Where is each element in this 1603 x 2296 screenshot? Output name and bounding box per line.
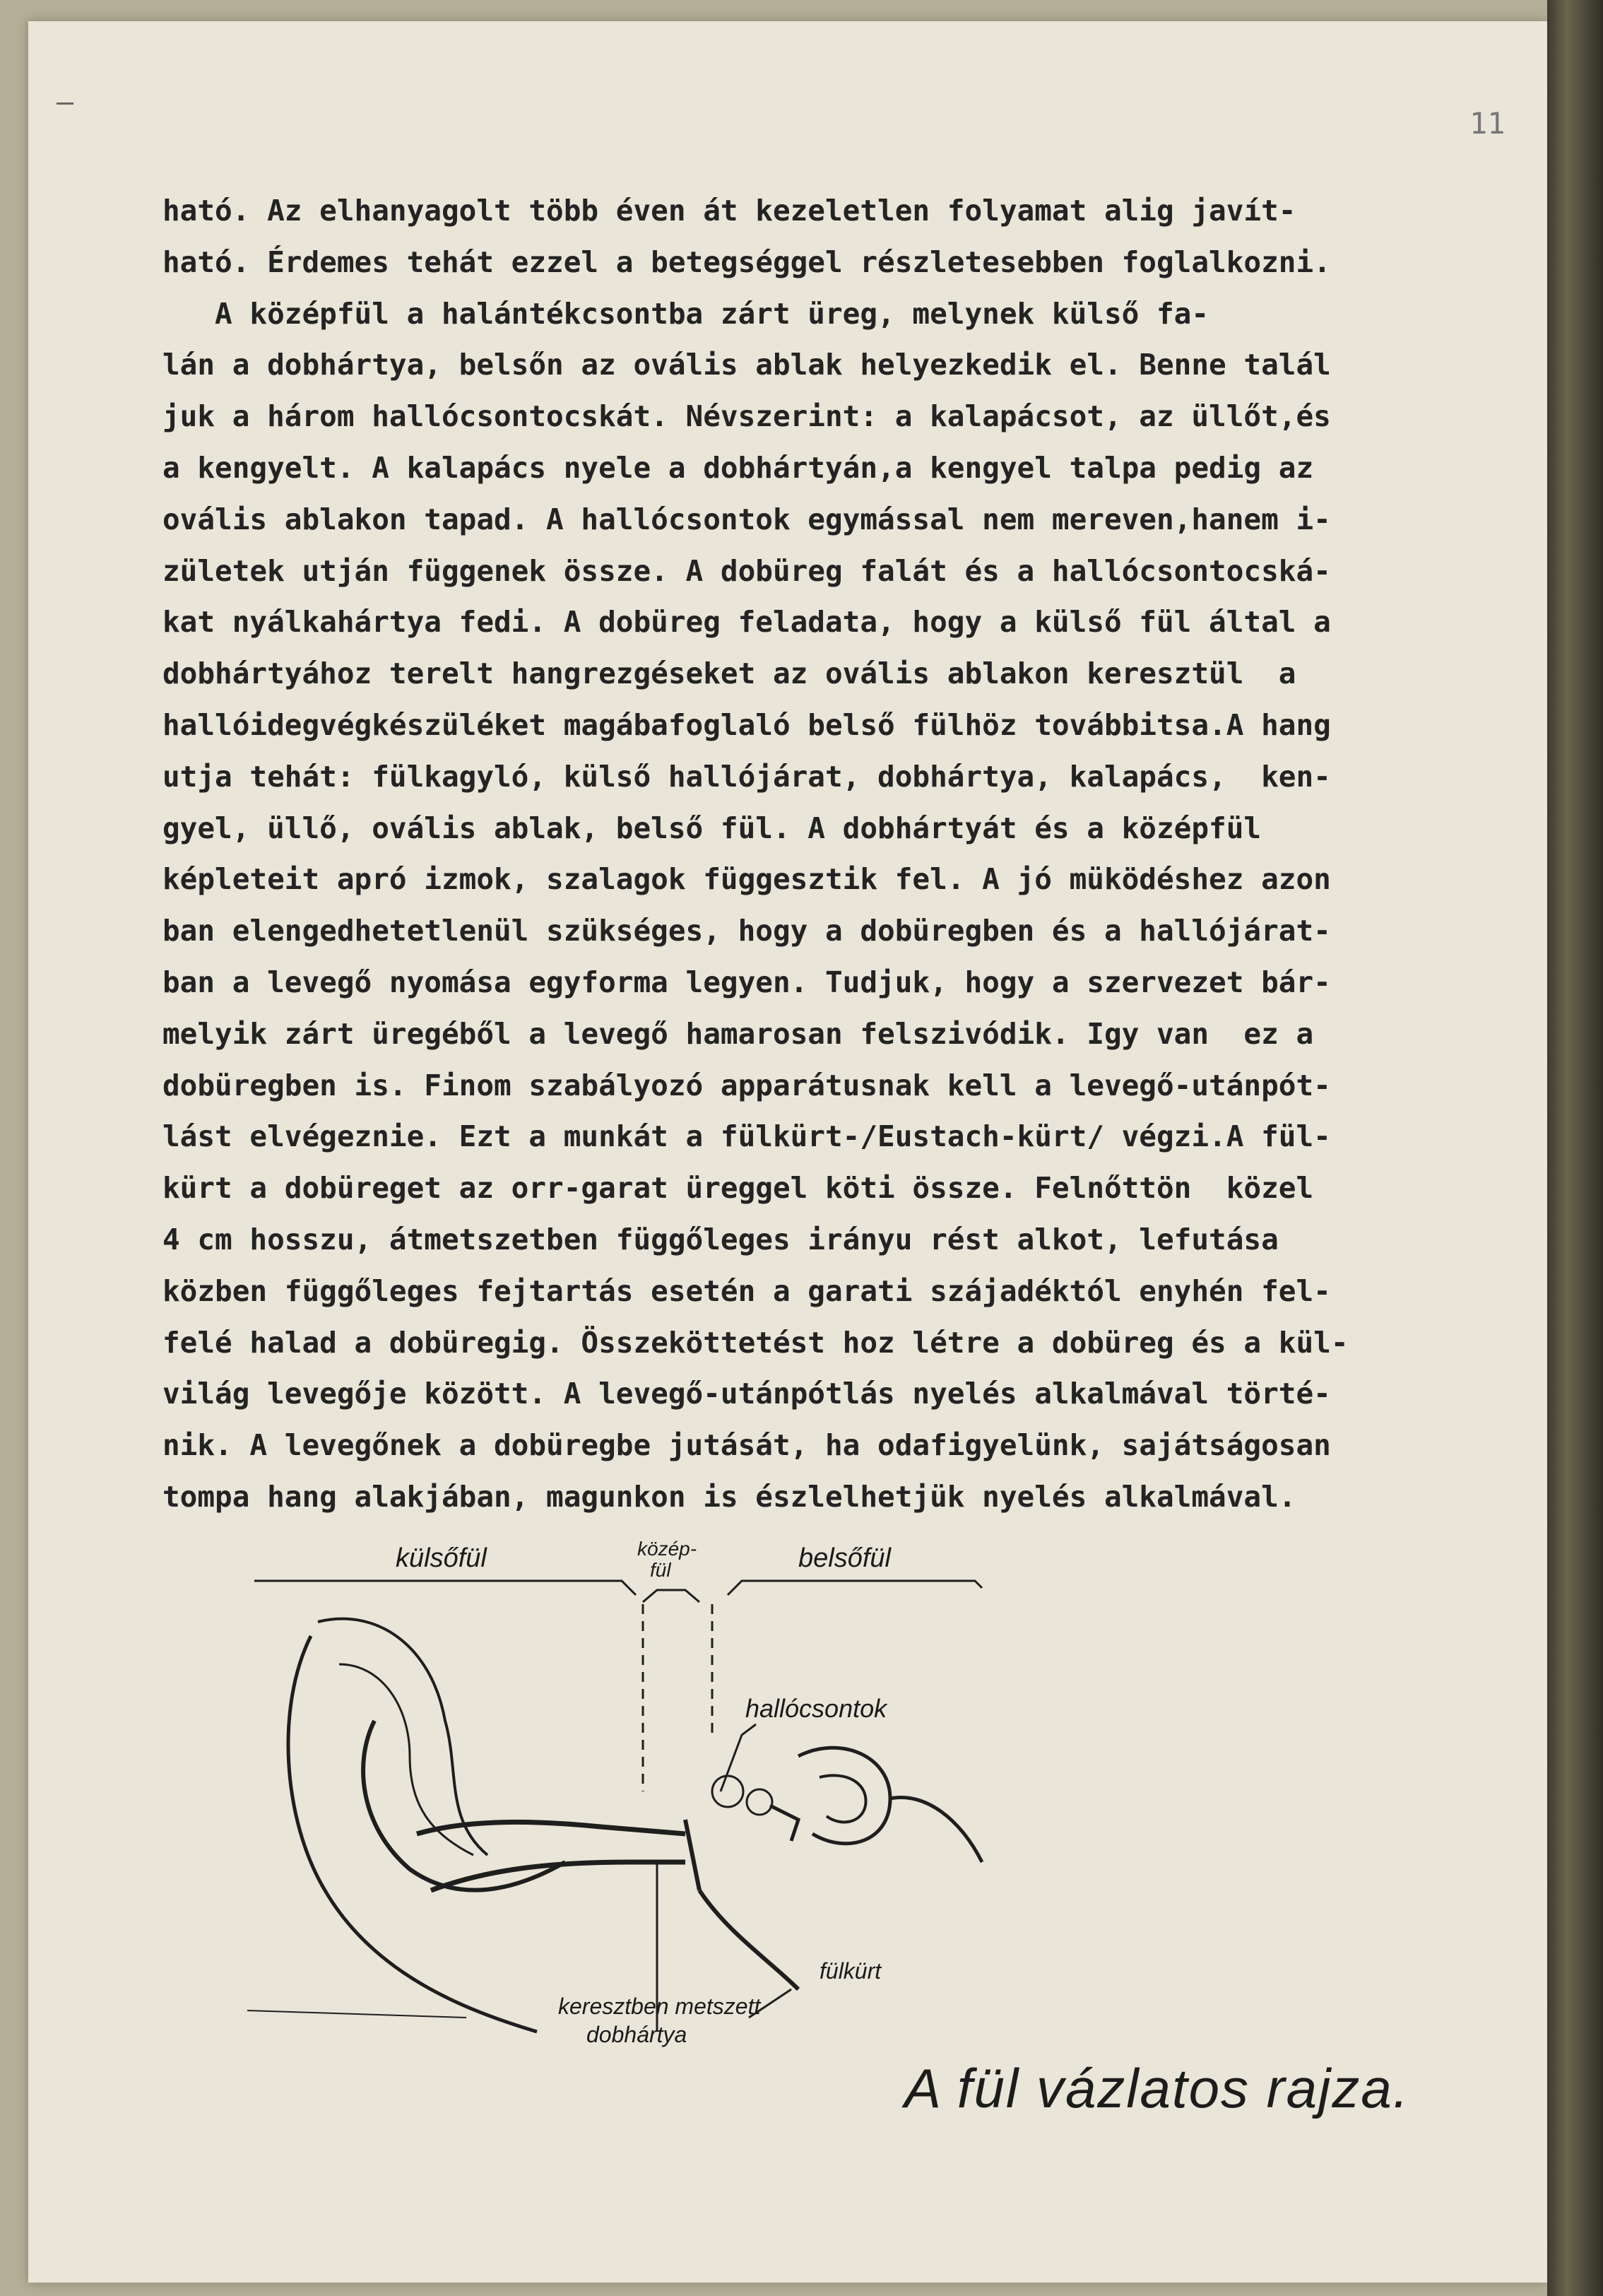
ear-helix <box>318 1619 487 1855</box>
body-line: lán a dobhártya, belsőn az ovális ablak helyezkedik el. Benne talál <box>162 348 1331 382</box>
margin-dash <box>57 102 73 105</box>
body-line: 4 cm hosszu, átmetszetben függőleges irányu rést alkot, lefutása <box>162 1222 1279 1256</box>
body-line: utja tehát: fülkagyló, külső hallójárat, dobhártya, kalapács, ken- <box>162 759 1331 794</box>
body-line: nik. A levegőnek a dobüregbe jutását, ha odafigyelünk, sajátságosan <box>162 1428 1331 1463</box>
label-ful: fül <box>650 1559 671 1581</box>
label-hallocsontok: hallócsontok <box>745 1694 887 1723</box>
body-line: világ levegője között. A levegő-utánpótlás nyelés alkalmával törté- <box>162 1377 1331 1411</box>
body-line: juk a három hallócsontocskát. Névszerint: a kalapácsot, az üllőt,és <box>162 399 1331 434</box>
eardrum <box>685 1820 699 1890</box>
body-line: lást elvégeznie. Ezt a munkát a fülkürt-/Eustach-kürt/ végzi.A fül- <box>162 1119 1331 1154</box>
cochlea-inner <box>820 1775 866 1822</box>
body-text <box>162 185 1540 1523</box>
ear-outer-outline <box>288 1636 537 2032</box>
page-number: 11 <box>1469 106 1506 141</box>
label-kozep: közép- <box>637 1538 697 1560</box>
kozepful-bracket <box>643 1590 699 1602</box>
body-line: melyik zárt üregéből a levegő hamarosan felszivódik. Igy van ez a <box>162 1016 1314 1051</box>
auditory-nerve <box>890 1797 982 1862</box>
stapes <box>770 1806 798 1841</box>
malleus <box>712 1776 743 1807</box>
body-line: közben függőleges fejtartás esetén a garati szájadéktól enyhén fel- <box>162 1273 1331 1308</box>
cochlea-outer <box>798 1748 890 1844</box>
body-line: ható. Az elhanyagolt több éven át kezeletlen folyamat alig javít- <box>162 194 1296 228</box>
incus <box>747 1789 772 1815</box>
body-line: a kengyelt. A kalapács nyele a dobhártyán,a kengyel talpa pedig az <box>162 450 1314 485</box>
label-dobhartya: dobhártya <box>586 2022 687 2047</box>
body-line: hallóidegvégkészüléket magábafoglaló belső fülhöz továbbitsa.A hang <box>162 707 1331 742</box>
label-belsoful: belsőfül <box>798 1543 891 1573</box>
body-line: ban elengedhetetlenül szükséges, hogy a dobüregben és a hallójárat- <box>162 914 1331 948</box>
figure-caption: A fül vázlatos rajza. <box>904 2057 1410 2119</box>
canal-upper <box>417 1822 685 1834</box>
body-line: kürt a dobüreget az orr-garat üreggel köti össze. Felnőttön közel <box>162 1171 1314 1206</box>
canal-lower <box>431 1862 685 1890</box>
book-spine-shadow <box>1547 0 1603 2296</box>
body-line: gyel, üllő, ovális ablak, belső fül. A dobhártyát és a középfül <box>162 811 1262 845</box>
body-line: ható. Érdemes tehát ezzel a betegséggel részletesebben foglalkozni. <box>162 245 1331 279</box>
lobe-line <box>247 2011 466 2018</box>
label-kulsoful: külsőfül <box>396 1543 487 1573</box>
body-line: A középfül a halántékcsontba zárt üreg, melynek külső fa- <box>162 296 1209 331</box>
label-fulkurt: fülkürt <box>820 1958 882 1984</box>
body-line: dobhártyához terelt hangrezgéseket az ovális ablakon keresztül a <box>162 657 1296 691</box>
body-line: ban a levegő nyomása egyforma legyen. Tudjuk, hogy a szervezet bár- <box>162 965 1331 999</box>
kulsoful-bracket <box>254 1581 636 1595</box>
body-line: kat nyálkahártya fedi. A dobüreg feladata, hogy a külső fül által a <box>162 605 1331 640</box>
body-line: felé halad a dobüregig. Összeköttetést hoz létre a dobüreg és a kül- <box>162 1325 1349 1360</box>
ear-diagram <box>233 1523 1024 2088</box>
label-keresztben: keresztben metszett <box>558 1994 761 2019</box>
body-line: dobüregben is. Finom szabályozó apparátusnak kell a levegő-utánpót- <box>162 1068 1331 1102</box>
body-line: képleteit apró izmok, szalagok függesztik fel. A jó müködéshez azon <box>162 862 1331 897</box>
belsoful-bracket <box>728 1581 982 1595</box>
body-line: zületek utján függenek össze. A dobüreg falát és a hallócsontocská- <box>162 553 1331 588</box>
body-line: tompa hang alakjában, magunkon is észlelhetjük nyelés alkalmával. <box>162 1479 1296 1514</box>
body-line: ovális ablakon tapad. A hallócsontok egymással nem mereven,hanem i- <box>162 502 1331 536</box>
eustachian-tube <box>699 1890 798 1989</box>
